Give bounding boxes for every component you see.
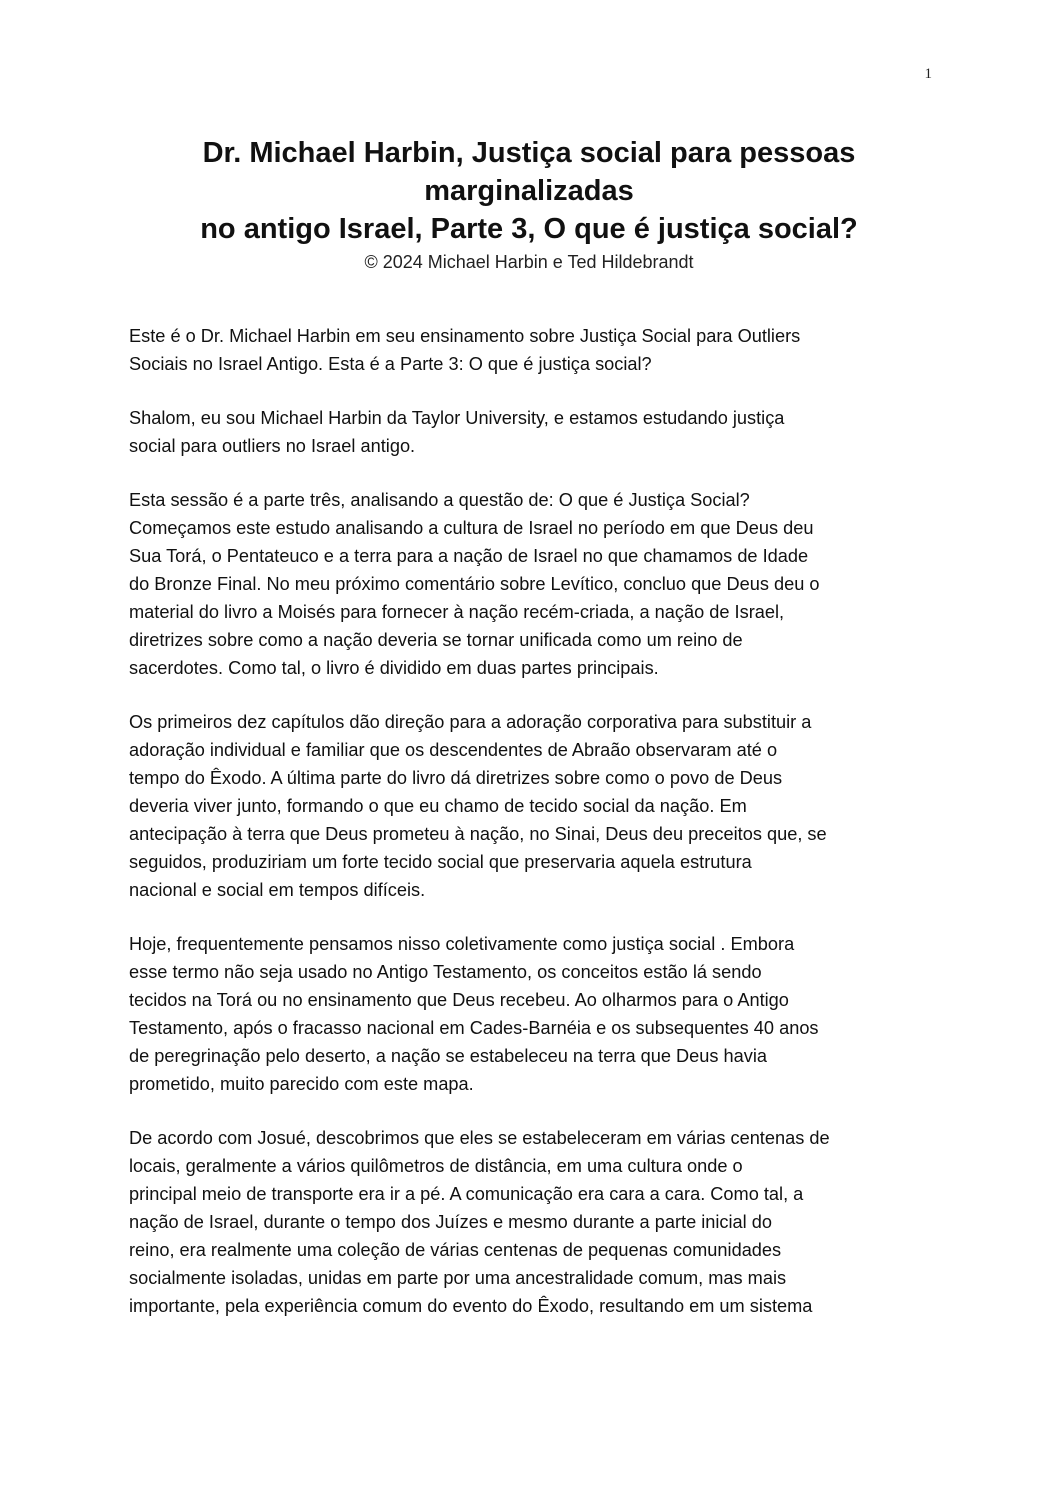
text-line: locais, geralmente a vários quilômetros de distância, em uma cultura onde o [129, 1156, 743, 1176]
text-line: reino, era realmente uma coleção de várias centenas de pequenas comunidades [129, 1240, 782, 1260]
text-line: seguidos, produziriam um forte tecido social que preservaria aquela estrutura [129, 852, 752, 872]
text-line: nacional e social em tempos difíceis. [129, 880, 426, 900]
text-line: adoração individual e familiar que os descendentes de Abraão observaram até o [129, 740, 778, 760]
text-line: Esta sessão é a parte três, analisando a questão de: O que é Justiça Social? [129, 490, 750, 510]
text-line: Os primeiros dez capítulos dão direção para a adoração corporativa para substituir a [129, 712, 812, 732]
text-line: De acordo com Josué, descobrimos que eles se estabeleceram em várias centenas de [129, 1128, 830, 1148]
paragraph-intro [129, 322, 931, 378]
paragraph-social-justice [129, 930, 931, 1098]
text-line: importante, pela experiência comum do evento do Êxodo, resultando em um sistema [129, 1296, 813, 1316]
document-header [128, 134, 930, 274]
title-line-3: no antigo Israel, Parte 3, O que é justiça social? [200, 213, 858, 245]
text-line: Hoje, frequentemente pensamos nisso coletivamente como justiça social . Embora [129, 934, 795, 954]
text-line: Sociais no Israel Antigo. Esta é a Parte 3: O que é justiça social? [129, 354, 652, 374]
paragraph-greeting [129, 404, 931, 460]
text-line: Sua Torá, o Pentateuco e a terra para a nação de Israel no que chamamos de Idade [129, 546, 809, 566]
text-line: nação de Israel, durante o tempo dos Juízes e mesmo durante a parte inicial do [129, 1212, 773, 1232]
text-line: principal meio de transporte era ir a pé. A comunicação era cara a cara. Como tal, a [129, 1184, 804, 1204]
text-line: material do livro a Moisés para fornecer à nação recém-criada, a nação de Israel, [129, 602, 785, 622]
text-line: sacerdotes. Como tal, o livro é dividido em duas partes principais. [129, 658, 659, 678]
paragraph-joshua [129, 1124, 931, 1320]
text-line: do Bronze Final. No meu próximo comentário sobre Levítico, concluo que Deus deu o [129, 574, 820, 594]
paragraph-session [129, 486, 931, 682]
title-line-1: Dr. Michael Harbin, Justiça social para pessoas [202, 137, 856, 169]
paragraph-chapters [129, 708, 931, 904]
text-line: deveria viver junto, formando o que eu chamo de tecido social da nação. Em [129, 796, 747, 816]
copyright-notice: © 2024 Michael Harbin e Ted Hildebrandt [364, 252, 694, 272]
text-line: Testamento, após o fracasso nacional em Cades-Barnéia e os subsequentes 40 anos [129, 1018, 819, 1038]
text-line: Este é o Dr. Michael Harbin em seu ensinamento sobre Justiça Social para Outliers [129, 326, 801, 346]
text-line: esse termo não seja usado no Antigo Testamento, os conceitos estão lá sendo [129, 962, 762, 982]
text-line: Começamos este estudo analisando a cultura de Israel no período em que Deus deu [129, 518, 814, 538]
text-line: prometido, muito parecido com este mapa. [129, 1074, 474, 1094]
page-number: 1 [924, 66, 932, 82]
text-line: socialmente isoladas, unidas em parte por uma ancestralidade comum, mas mais [129, 1268, 787, 1288]
text-line: social para outliers no Israel antigo. [129, 436, 416, 456]
title-line-2: marginalizadas [424, 175, 634, 207]
text-line: antecipação à terra que Deus prometeu à nação, no Sinai, Deus deu preceitos que, se [129, 824, 827, 844]
document-body [129, 322, 931, 1346]
text-line: diretrizes sobre como a nação deveria se tornar unificada como um reino de [129, 630, 743, 650]
text-line: de peregrinação pelo deserto, a nação se estabeleceu na terra que Deus havia [129, 1046, 768, 1066]
text-line: tempo do Êxodo. A última parte do livro dá diretrizes sobre como o povo de Deus [129, 768, 783, 788]
text-line: tecidos na Torá ou no ensinamento que Deus recebeu. Ao olharmos para o Antigo [129, 990, 789, 1010]
text-line: Shalom, eu sou Michael Harbin da Taylor University, e estamos estudando justiça [129, 408, 785, 428]
